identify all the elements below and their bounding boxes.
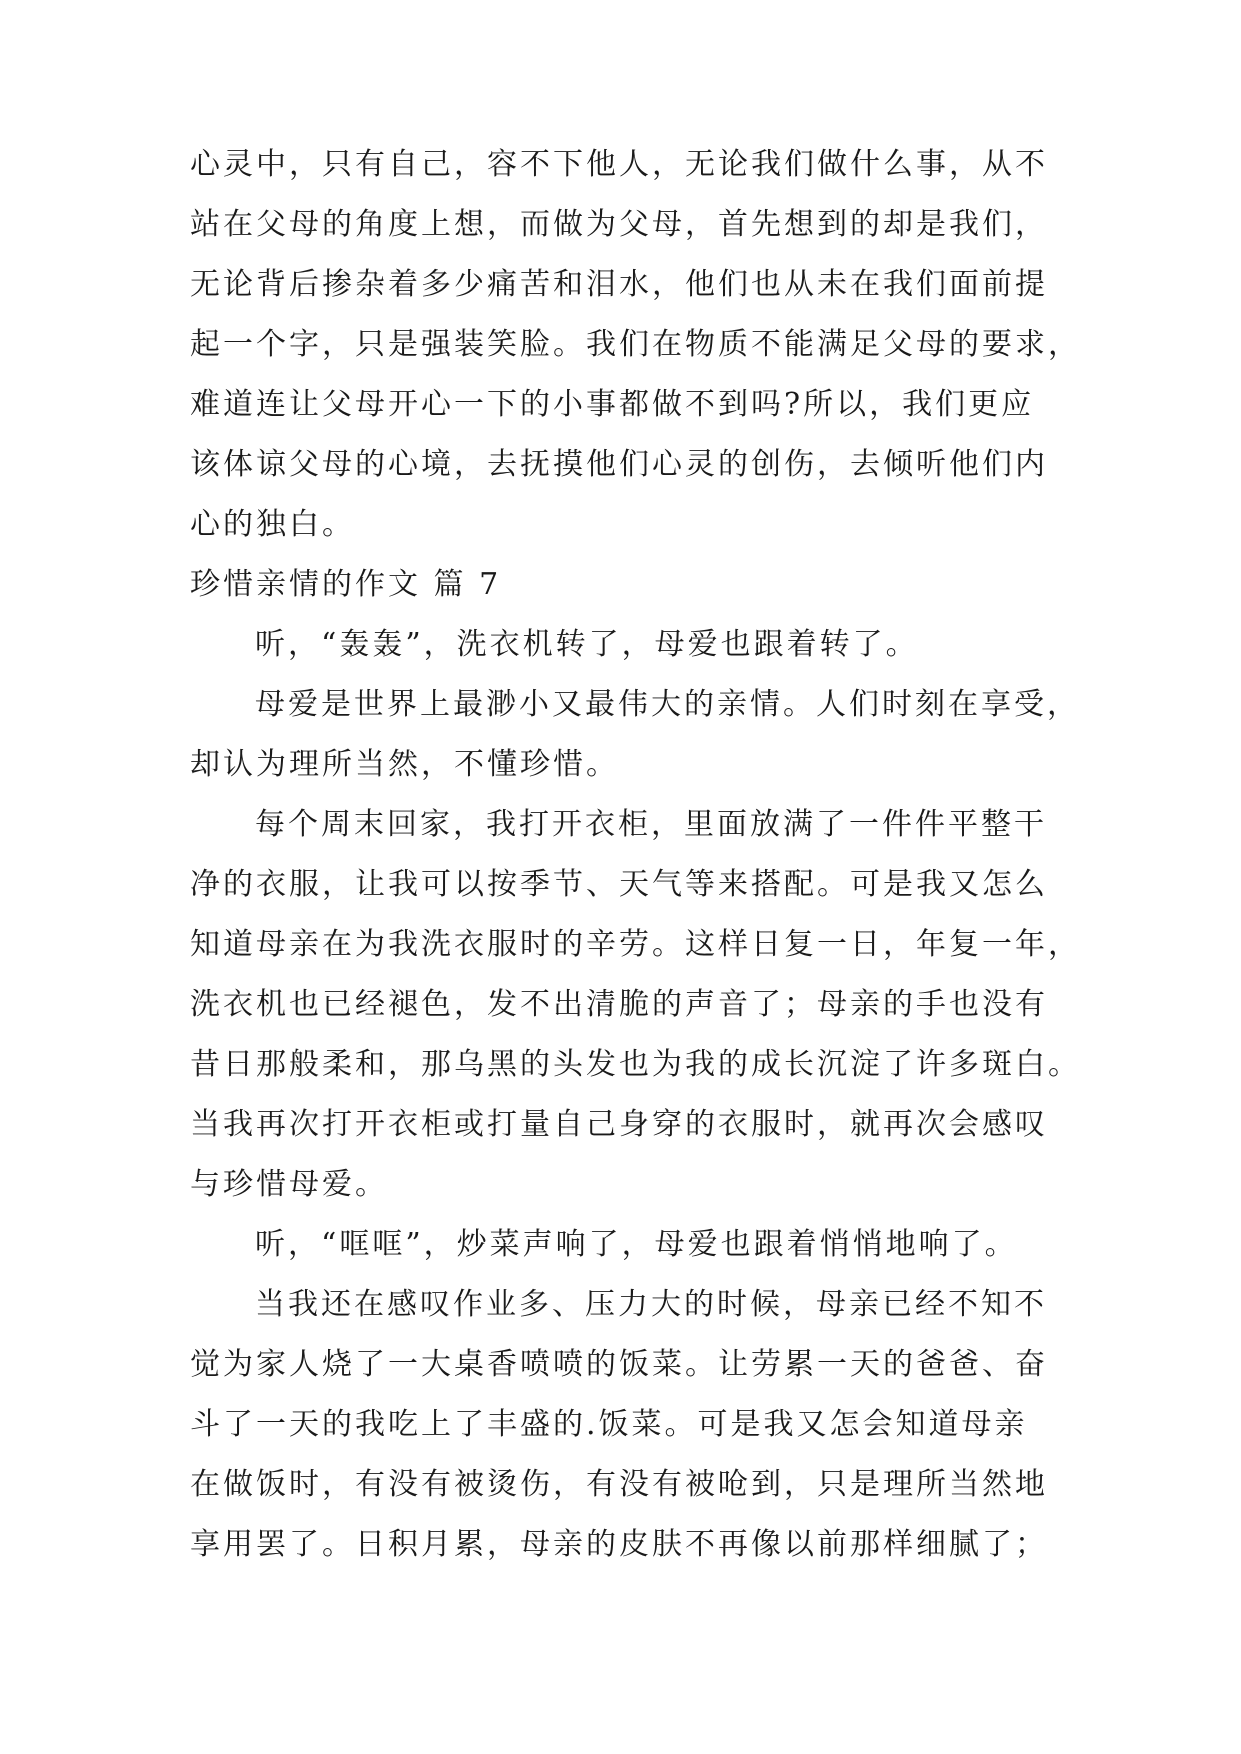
paragraph-line: 母爱是世界上最渺小又最伟大的亲情。人们时刻在享受， [255,687,1080,722]
paragraph-line: 享用罢了。日积月累，母亲的皮肤不再像以前那样细腻了； [190,1527,1048,1562]
section-heading: 珍惜亲情的作文 篇 7 [190,567,502,602]
paragraph-line: 每个周末回家，我打开衣柜，里面放满了一件件平整干 [255,807,1047,842]
paragraph-line: 听，“哐哐”，炒菜声响了，母爱也跟着悄悄地响了。 [255,1227,1018,1262]
paragraph-line: 斗了一天的我吃上了丰盛的.饭菜。可是我又怎会知道母亲 [190,1407,1028,1442]
paragraph-line: 站在父母的角度上想，而做为父母，首先想到的却是我们， [190,207,1048,242]
paragraph-line: 洗衣机也已经褪色，发不出清脆的声音了；母亲的手也没有 [190,987,1048,1022]
paragraph-line: 难道连让父母开心一下的小事都做不到吗?所以，我们更应 [190,387,1035,422]
paragraph-line: 无论背后掺杂着多少痛苦和泪水，他们也从未在我们面前提 [190,267,1048,302]
paragraph-line: 净的衣服，让我可以按季节、天气等来搭配。可是我又怎么 [190,867,1048,902]
paragraph-line: 知道母亲在为我洗衣服时的辛劳。这样日复一日，年复一年， [190,927,1081,962]
paragraph-line: 却认为理所当然，不懂珍惜。 [190,747,619,782]
paragraph-line: 听，“轰轰”，洗衣机转了，母爱也跟着转了。 [255,627,919,662]
paragraph-line: 心灵中，只有自己，容不下他人，无论我们做什么事，从不 [190,147,1048,182]
paragraph-line: 当我再次打开衣柜或打量自己身穿的衣服时，就再次会感叹 [190,1107,1048,1142]
paragraph-line: 在做饭时，有没有被烫伤，有没有被呛到，只是理所当然地 [190,1467,1048,1502]
paragraph-line: 觉为家人烧了一大桌香喷喷的饭菜。让劳累一天的爸爸、奋 [190,1347,1048,1382]
paragraph-line: 心的独白。 [190,507,355,542]
paragraph-line: 当我还在感叹作业多、压力大的时候，母亲已经不知不 [255,1287,1047,1322]
paragraph-line: 昔日那般柔和，那乌黑的头发也为我的成长沉淀了许多斑白。 [190,1047,1081,1082]
paragraph-line: 与珍惜母爱。 [190,1167,388,1202]
paragraph-line: 起一个字，只是强装笑脸。我们在物质不能满足父母的要求， [190,327,1081,362]
paragraph-line: 该体谅父母的心境，去抚摸他们心灵的创伤，去倾听他们内 [190,447,1048,482]
